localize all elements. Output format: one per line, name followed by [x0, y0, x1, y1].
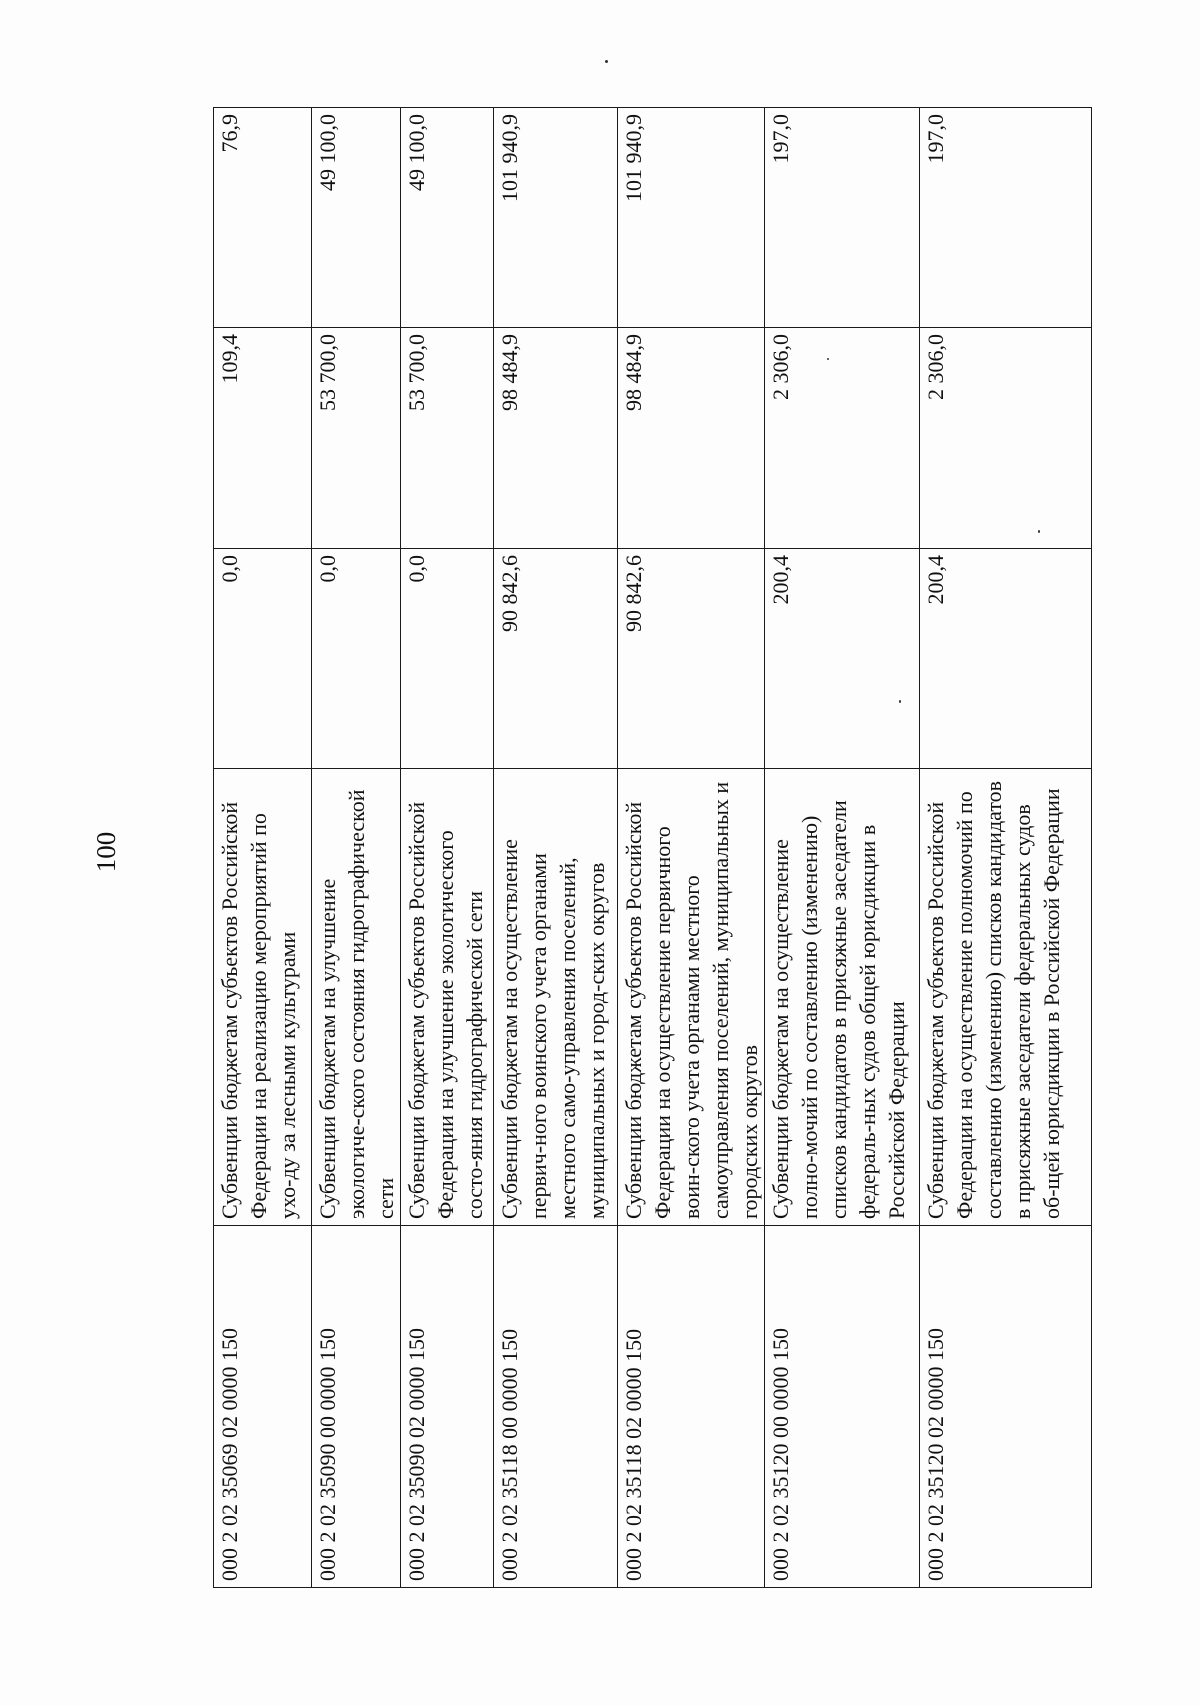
value-cell-year3: 197,0 [920, 108, 1092, 328]
value-cell-year3: 101 940,9 [494, 108, 618, 328]
description-cell: Субвенции бюджетам на осуществление полно-мочий по составлению (изменению) списков кандидатов в присяжные заседатели федераль-ных судов общей юрисдикции в Российской Федерации [765, 769, 920, 1226]
value-cell-year1: 0,0 [401, 549, 494, 769]
table-frame [213, 108, 1064, 1588]
value-cell-year3: 76,9 [214, 108, 312, 328]
value-cell-year1: 0,0 [312, 549, 401, 769]
description-cell: Субвенции бюджетам субъектов Российской Федерации на улучшение экологического состо-яния гидрографической сети [401, 769, 494, 1226]
value-cell-year2: 109,4 [214, 328, 312, 549]
table-row [214, 108, 312, 1588]
budget-code-cell: 000 2 02 35120 00 0000 150 [765, 1226, 920, 1588]
page-number: 100 [91, 831, 121, 873]
value-cell-year1: 200,4 [920, 549, 1092, 769]
table-row [494, 108, 618, 1588]
value-cell-year3: 49 100,0 [312, 108, 401, 328]
description-cell: Субвенции бюджетам на улучшение экологиче-ского состояния гидрографической сети [312, 769, 401, 1226]
budget-code-cell: 000 2 02 35118 02 0000 150 [618, 1226, 765, 1588]
table-row [312, 108, 401, 1588]
value-cell-year1: 200,4 [765, 549, 920, 769]
value-cell-year3: 49 100,0 [401, 108, 494, 328]
value-cell-year1: 90 842,6 [618, 549, 765, 769]
table-row [401, 108, 494, 1588]
value-cell-year1: 90 842,6 [494, 549, 618, 769]
value-cell-year3: 101 940,9 [618, 108, 765, 328]
description-cell: Субвенции бюджетам субъектов Российской Федерации на осуществление полномочий по составлению (изменению) списков кандидатов в присяжные заседатели федеральных судов об-щей юрисдикции в Российской Федерации [920, 769, 1092, 1226]
value-cell-year3: 197,0 [765, 108, 920, 328]
value-cell-year2: 98 484,9 [494, 328, 618, 549]
budget-code-cell: 000 2 02 35069 02 0000 150 [214, 1226, 312, 1588]
value-cell-year1: 0,0 [214, 549, 312, 769]
budget-code-cell: 000 2 02 35120 02 0000 150 [920, 1226, 1092, 1588]
value-cell-year2: 2 306,0 [920, 328, 1092, 549]
value-cell-year2: 98 484,9 [618, 328, 765, 549]
budget-code-cell: 000 2 02 35090 02 0000 150 [401, 1226, 494, 1588]
description-cell: Субвенции бюджетам субъектов Российской Федерации на реализацию мероприятий по ухо-ду за лесными культурами [214, 769, 312, 1226]
budget-code-cell: 000 2 02 35118 00 0000 150 [494, 1226, 618, 1588]
budget-table [213, 107, 1092, 1588]
description-cell: Субвенции бюджетам субъектов Российской Федерации на осуществление первичного воин-ского учета органами местного самоуправления поселений, муниципальных и городских округов [618, 769, 765, 1226]
scan-speck [605, 60, 608, 63]
rotated-table-wrapper [213, 108, 1064, 1588]
value-cell-year2: 2 306,0 [765, 328, 920, 549]
value-cell-year2: 53 700,0 [401, 328, 494, 549]
value-cell-year2: 53 700,0 [312, 328, 401, 549]
budget-code-cell: 000 2 02 35090 00 0000 150 [312, 1226, 401, 1588]
table-row [920, 108, 1092, 1588]
description-cell: Субвенции бюджетам на осуществление первич-ного воинского учета органами местного само-управления поселений, муниципальных и город-ских округов [494, 769, 618, 1226]
table-row [765, 108, 920, 1588]
table-row [618, 108, 765, 1588]
